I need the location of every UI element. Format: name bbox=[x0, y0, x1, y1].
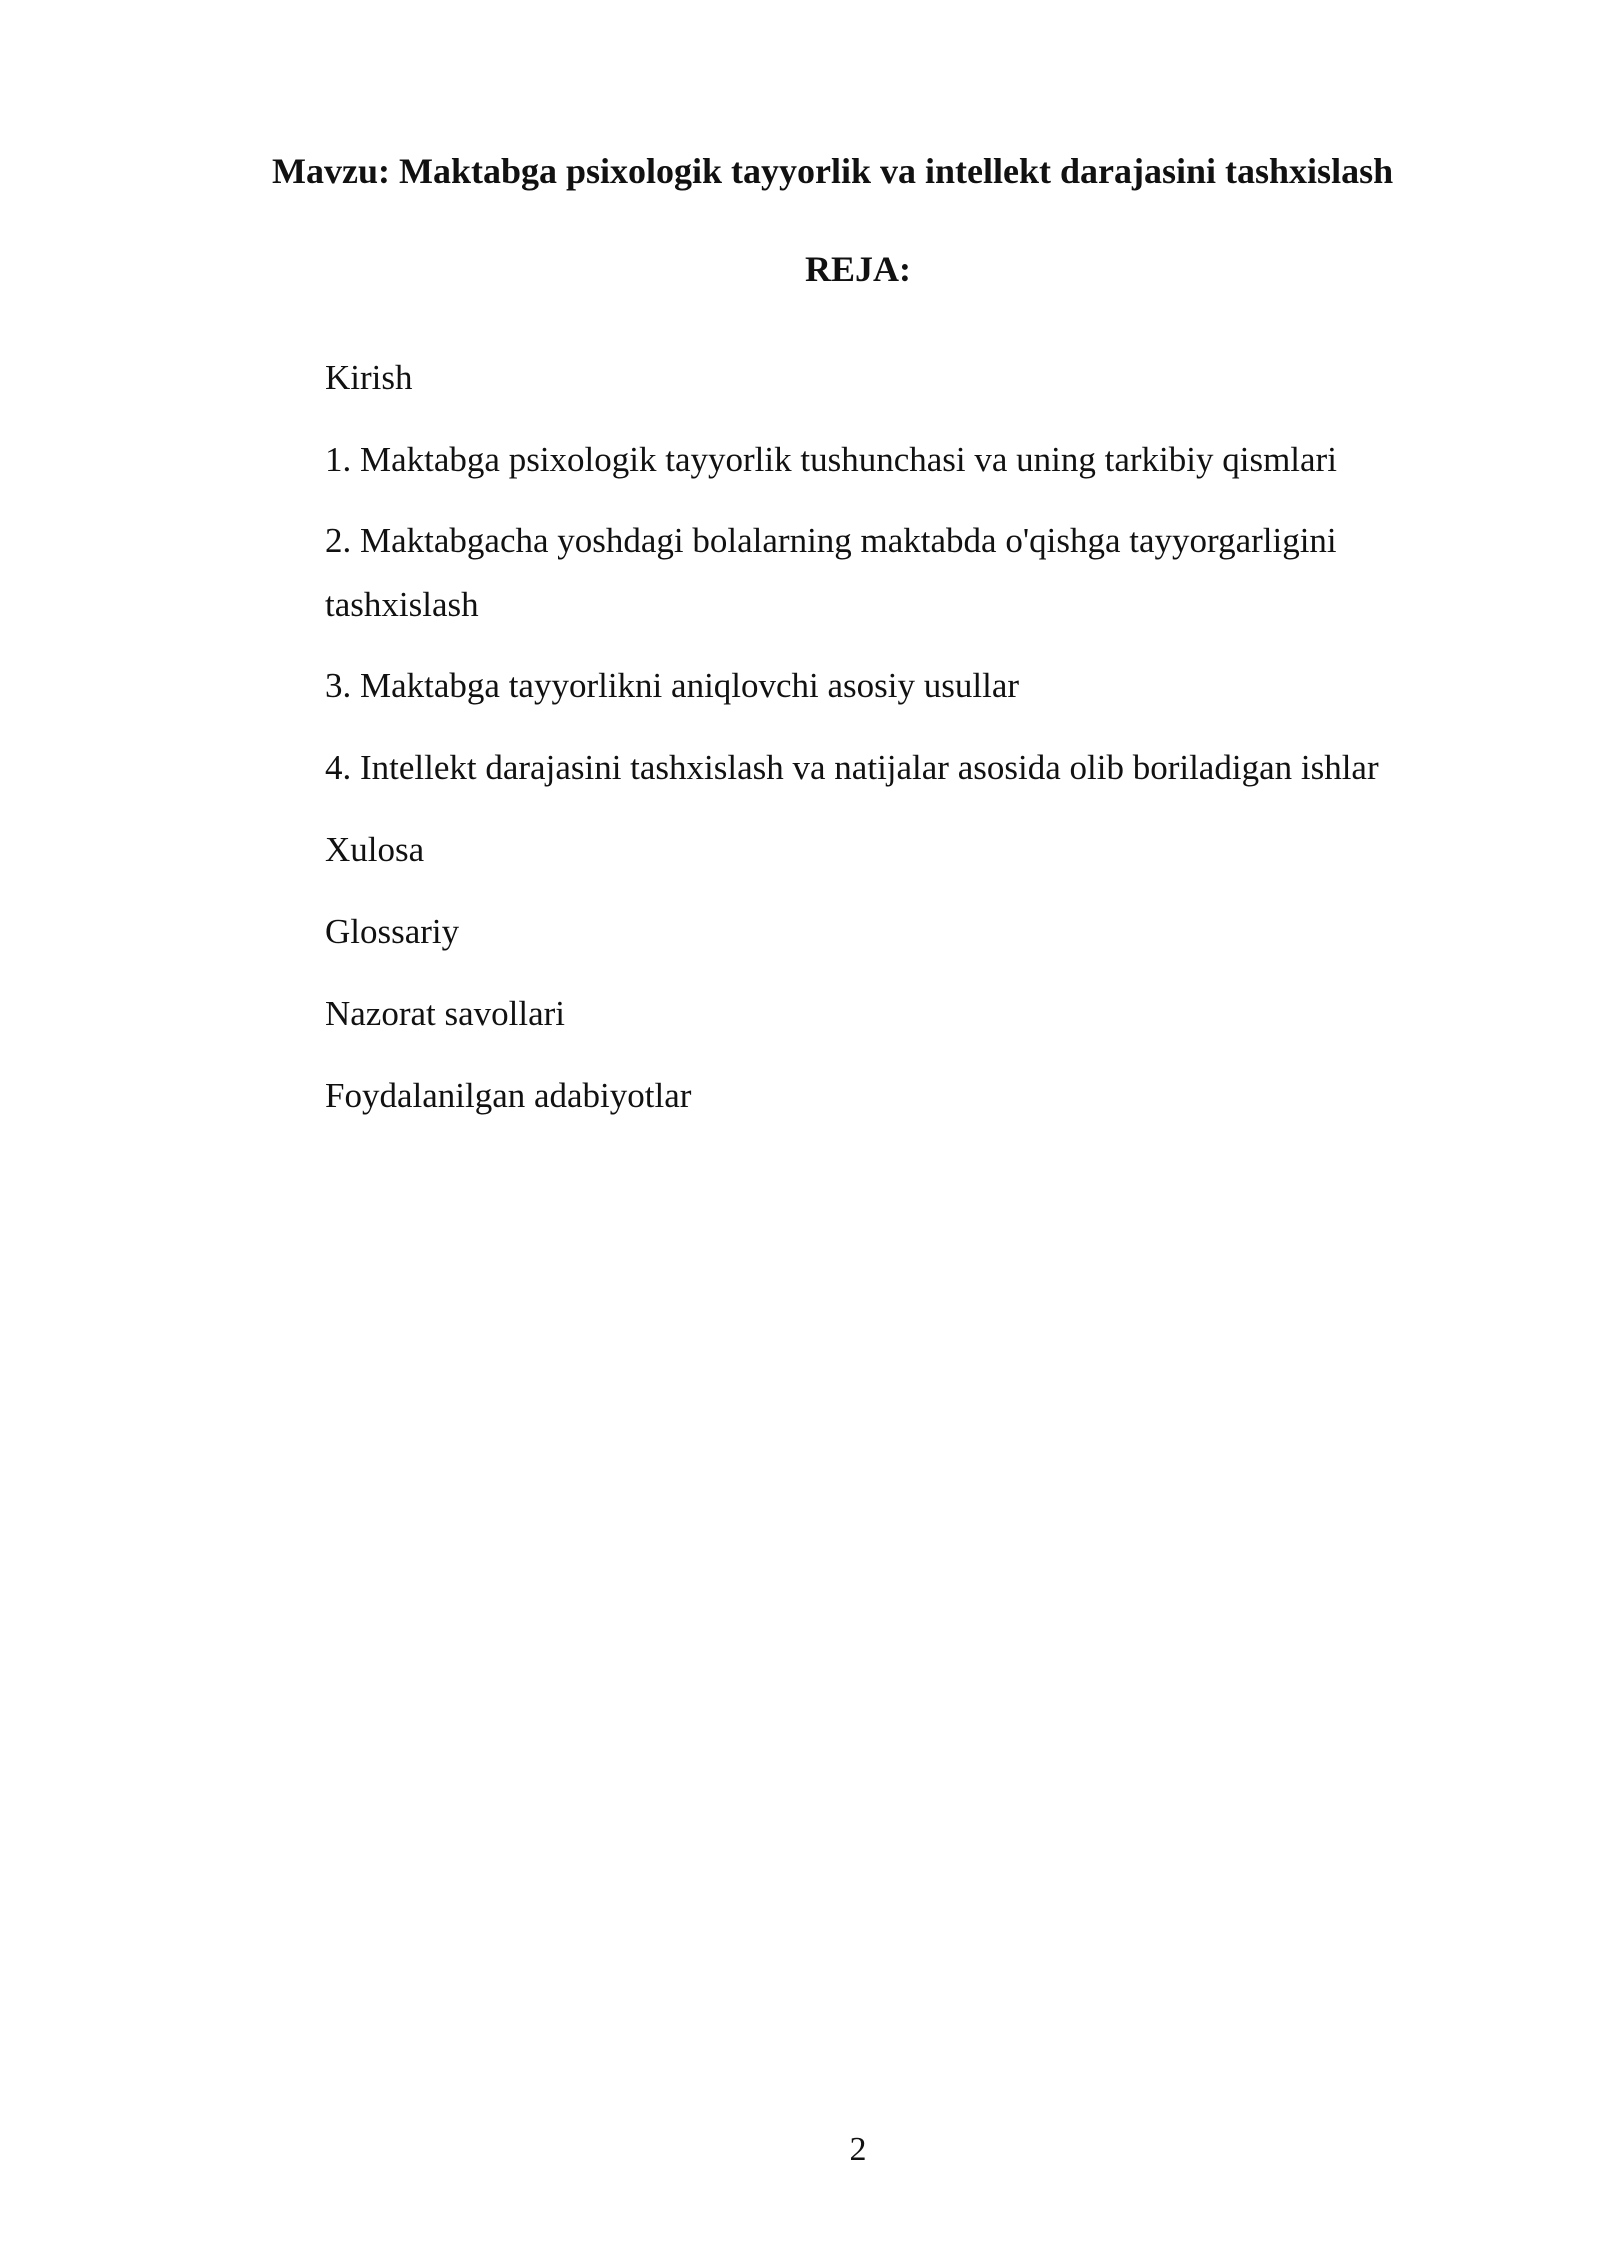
page-number: 2 bbox=[849, 2131, 867, 2168]
document-title: Mavzu: Maktabga psixologik tayyorlik va intellekt darajasini tashxislash bbox=[272, 151, 1394, 191]
plan-list bbox=[325, 345, 1475, 1145]
plan-item-1: 1. Maktabga psixologik tayyorlik tushunchasi va uning tarkibiy qismlari bbox=[325, 440, 1337, 479]
plan-item-glossary: Glossariy bbox=[325, 912, 460, 951]
plan-item-conclusion: Xulosa bbox=[325, 830, 425, 869]
plan-item-3: 3. Maktabga tayyorlikni aniqlovchi asosiy usullar bbox=[325, 666, 1020, 705]
plan-item-references: Foydalanilgan adabiyotlar bbox=[325, 1076, 692, 1115]
plan-item-introduction: Kirish bbox=[325, 358, 413, 397]
plan-item-2: 2. Maktabgacha yoshdagi bolalarning maktabda o'qishga tayyorgarligini tashxislash bbox=[325, 521, 1337, 624]
plan-item-4: 4. Intellekt darajasini tashxislash va natijalar asosida olib boriladigan ishlar bbox=[325, 748, 1379, 787]
plan-item-control-questions: Nazorat savollari bbox=[325, 994, 566, 1033]
plan-heading: REJA: bbox=[805, 249, 911, 289]
